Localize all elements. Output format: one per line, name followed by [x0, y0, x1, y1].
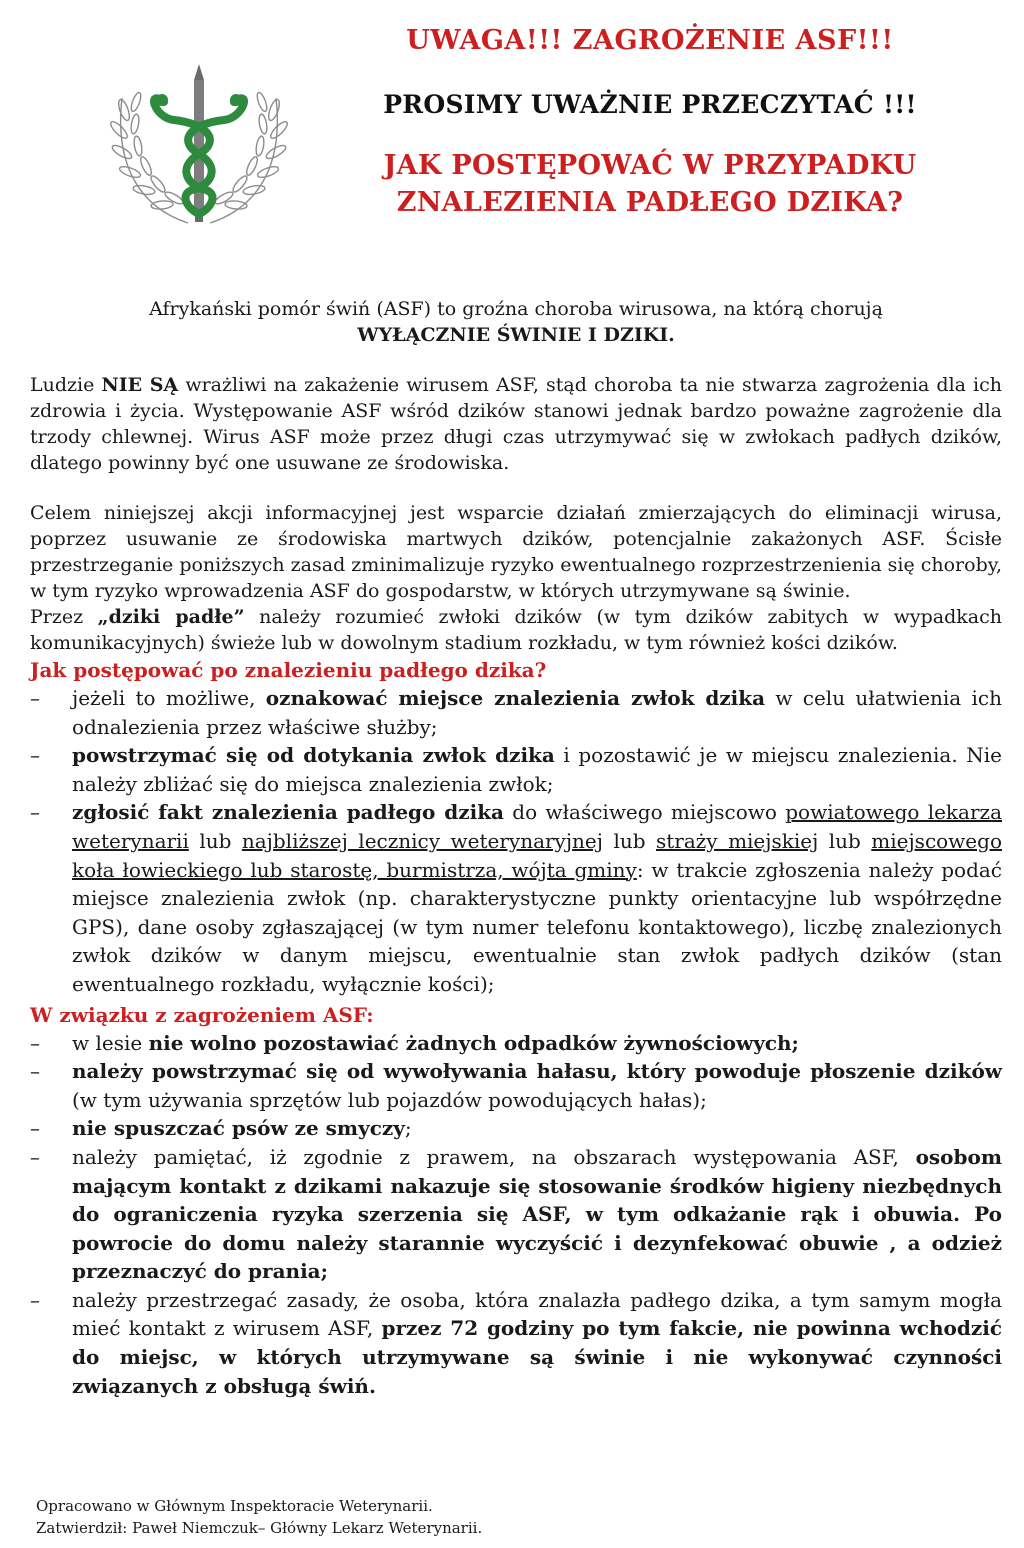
warning-title: UWAGA!!! ZAGROŻENIE ASF!!!: [406, 25, 894, 56]
main-question-line-1: JAK POSTĘPOWAĆ W PRZYPADKU: [383, 150, 917, 181]
item-text: należy pamiętać, iż zgodnie z prawem, na obszarach występowania ASF,: [72, 1144, 916, 1169]
item-bold: należy powstrzymać się od wywoływania hałasu, który powoduje płoszenie dzików: [72, 1059, 1002, 1084]
document-body: [30, 296, 1002, 1402]
item-text: i pozostawić je w miejscu znalezienia. Nie należy zbliżać się do miejsca znalezienia zwłok;: [72, 743, 1002, 796]
intro-bold: WYŁĄCZNIE ŚWINIE I DZIKI.: [357, 324, 675, 346]
item-text: lub: [188, 828, 242, 853]
item-text: należy przestrzegać zasady, że osoba, która znalazła padłego dzika, a tym samym mogła mieć kontakt z wirusem ASF,: [72, 1287, 1002, 1341]
section-asf-threat-title: W związku z zagrożeniem ASF:: [30, 1002, 374, 1027]
contact-clinic: najbliższej lecznicy weterynaryjnej: [241, 828, 603, 853]
item-text: lub: [602, 828, 656, 853]
what-to-do-list: [30, 684, 1002, 999]
p1-bold: NIE SĄ: [101, 374, 179, 396]
intro-text: Afrykański pomór świń (ASF) to groźna choroba wirusowa, na którą chorują: [149, 298, 883, 320]
list-item: [30, 1143, 1002, 1286]
footer-approved-by: Zatwierdził: Paweł Niemczuk– Główny Lekarz Weterynarii.: [36, 1519, 483, 1537]
contact-vet: powiatowego lekarza weterynarii: [72, 800, 1002, 853]
list-item: [30, 798, 1002, 998]
item-text: ;: [404, 1116, 412, 1141]
dash-bullet: –: [30, 800, 40, 825]
item-bold: powstrzymać się od dotykania zwłok dzika: [72, 743, 555, 768]
p3-text-c: należy rozumieć zwłoki dzików (w tym dzików zabitych w wypadkach komunikacyjnych) świeże lub w dowolnym stadium rozkładu, w tym również kości dzików.: [30, 606, 1002, 654]
item-bold: osobom mającym kontakt z dzikami nakazuje się stosowanie środków higieny niezbędnych do ograniczenia ryzyka szerzenia się ASF, w tym odkażanie rąk i obuwia. Po powrocie do domu należy starannie wyczyścić i dezynfekować obuwie , a odzież przeznaczyć do prania;: [72, 1144, 1002, 1284]
contact-hunting-club: miejscowego koła łowieckiego lub starostę, burmistrza, wójta gminy: [72, 828, 1002, 882]
item-text: do właściwego miejscowo: [504, 800, 786, 825]
item-bold: nie spuszczać psów ze smyczy: [72, 1116, 405, 1141]
item-text: w lesie: [72, 1030, 149, 1055]
item-text: : w trakcie zgłoszenia należy podać miejsce znalezienia zwłok (np. charakterystyczne punkty orientacyjne lub współrzędne GPS), dane osoby zgłaszającej (w tym numer telefonu kontaktowego), liczbę znalezionych zwłok dzików w danym miejscu, ewentualnie stan zwłok padłych dzików (stan ewentualnego rozkładu, wyłącznie kości);: [72, 857, 1002, 996]
footer-prepared-by: Opracowano w Głównym Inspektoracie Weterynarii.: [36, 1497, 433, 1515]
dash-bullet: –: [30, 1287, 40, 1312]
item-bold: przez 72 godziny po tym fakcie, nie powinna wchodzić do miejsc, w których utrzymywane są świnie i nie wykonywać czynności związanych z obsługą świń.: [72, 1316, 1002, 1398]
p1-text-c: wrażliwi na zakażenie wirusem ASF, stąd choroba ta nie stwarza zagrożenia dla ich zdrowia i życia. Występowanie ASF wśród dzików stanowi jednak bardzo poważne zagrożenie dla trzody chlewnej. Wirus ASF może przez długi czas utrzymywać się w zwłokach padłych dzików, dlatego powinny być one usuwane ze środowiska.: [30, 374, 1003, 474]
item-text: (w tym używania sprzętów lub pojazdów powodujących hałas);: [72, 1087, 707, 1112]
main-question-heading: [300, 147, 1000, 221]
p3-text-a: Przez: [30, 606, 98, 628]
item-text: w celu ułatwienia ich odnalezienia przez właściwe służby;: [72, 686, 1002, 739]
dash-bullet: –: [30, 1116, 40, 1141]
header: [300, 20, 1000, 221]
item-text: jeżeli to możliwe,: [72, 686, 266, 710]
dash-bullet: –: [30, 743, 40, 768]
paragraph-purpose: Celem niniejszej akcji informacyjnej jest wsparcie działań zmierzających do eliminacji wirusa, poprzez usuwanie ze środowiska martwych dzików, potencjalnie zakażonych ASF. Ścisłe przestrzeganie poniższych zasad zminimalizuje ryzyko ewentualnego rozprzestrzenienia się choroby, w tym ryzyko wprowadzenia ASF do gospodarstw, w których utrzymywane są świnie.: [30, 502, 1002, 602]
list-item: [30, 1286, 1002, 1400]
dash-bullet: –: [30, 1144, 40, 1169]
paragraph-definition: [30, 604, 1002, 656]
main-question-line-2: ZNALEZIENIA PADŁEGO DZIKA?: [396, 187, 904, 218]
list-item: [30, 1114, 1002, 1143]
list-item: [30, 684, 1002, 741]
p1-text-a: Ludzie: [30, 374, 102, 396]
item-bold: nie wolno pozostawiać żadnych odpadków żywnościowych;: [148, 1030, 799, 1055]
please-read-heading: PROSIMY UWAŻNIE PRZECZYTAĆ !!!: [383, 90, 917, 119]
dash-bullet: –: [30, 1059, 40, 1084]
intro-paragraph: [30, 296, 1002, 348]
item-bold: oznakować miejsce znalezienia zwłok dzika: [265, 686, 766, 710]
dash-bullet: –: [30, 1030, 40, 1055]
dash-bullet: –: [30, 686, 40, 710]
item-text: lub: [818, 828, 872, 853]
contact-city-guard: straży miejskiej: [655, 828, 819, 853]
paragraph-humans: [30, 372, 1002, 476]
footer: [36, 1495, 482, 1539]
list-item: [30, 1029, 1002, 1058]
list-item: [30, 1057, 1002, 1114]
item-bold: zgłosić fakt znalezienia padłego dzika: [72, 800, 505, 825]
section-what-to-do-title: Jak postępować po znalezieniu padłego dzika?: [30, 658, 547, 682]
asf-threat-list: [30, 1029, 1002, 1401]
caduceus-wreath-icon: [102, 58, 296, 232]
p3-bold: „dziki padłe”: [97, 606, 245, 628]
list-item: [30, 741, 1002, 798]
